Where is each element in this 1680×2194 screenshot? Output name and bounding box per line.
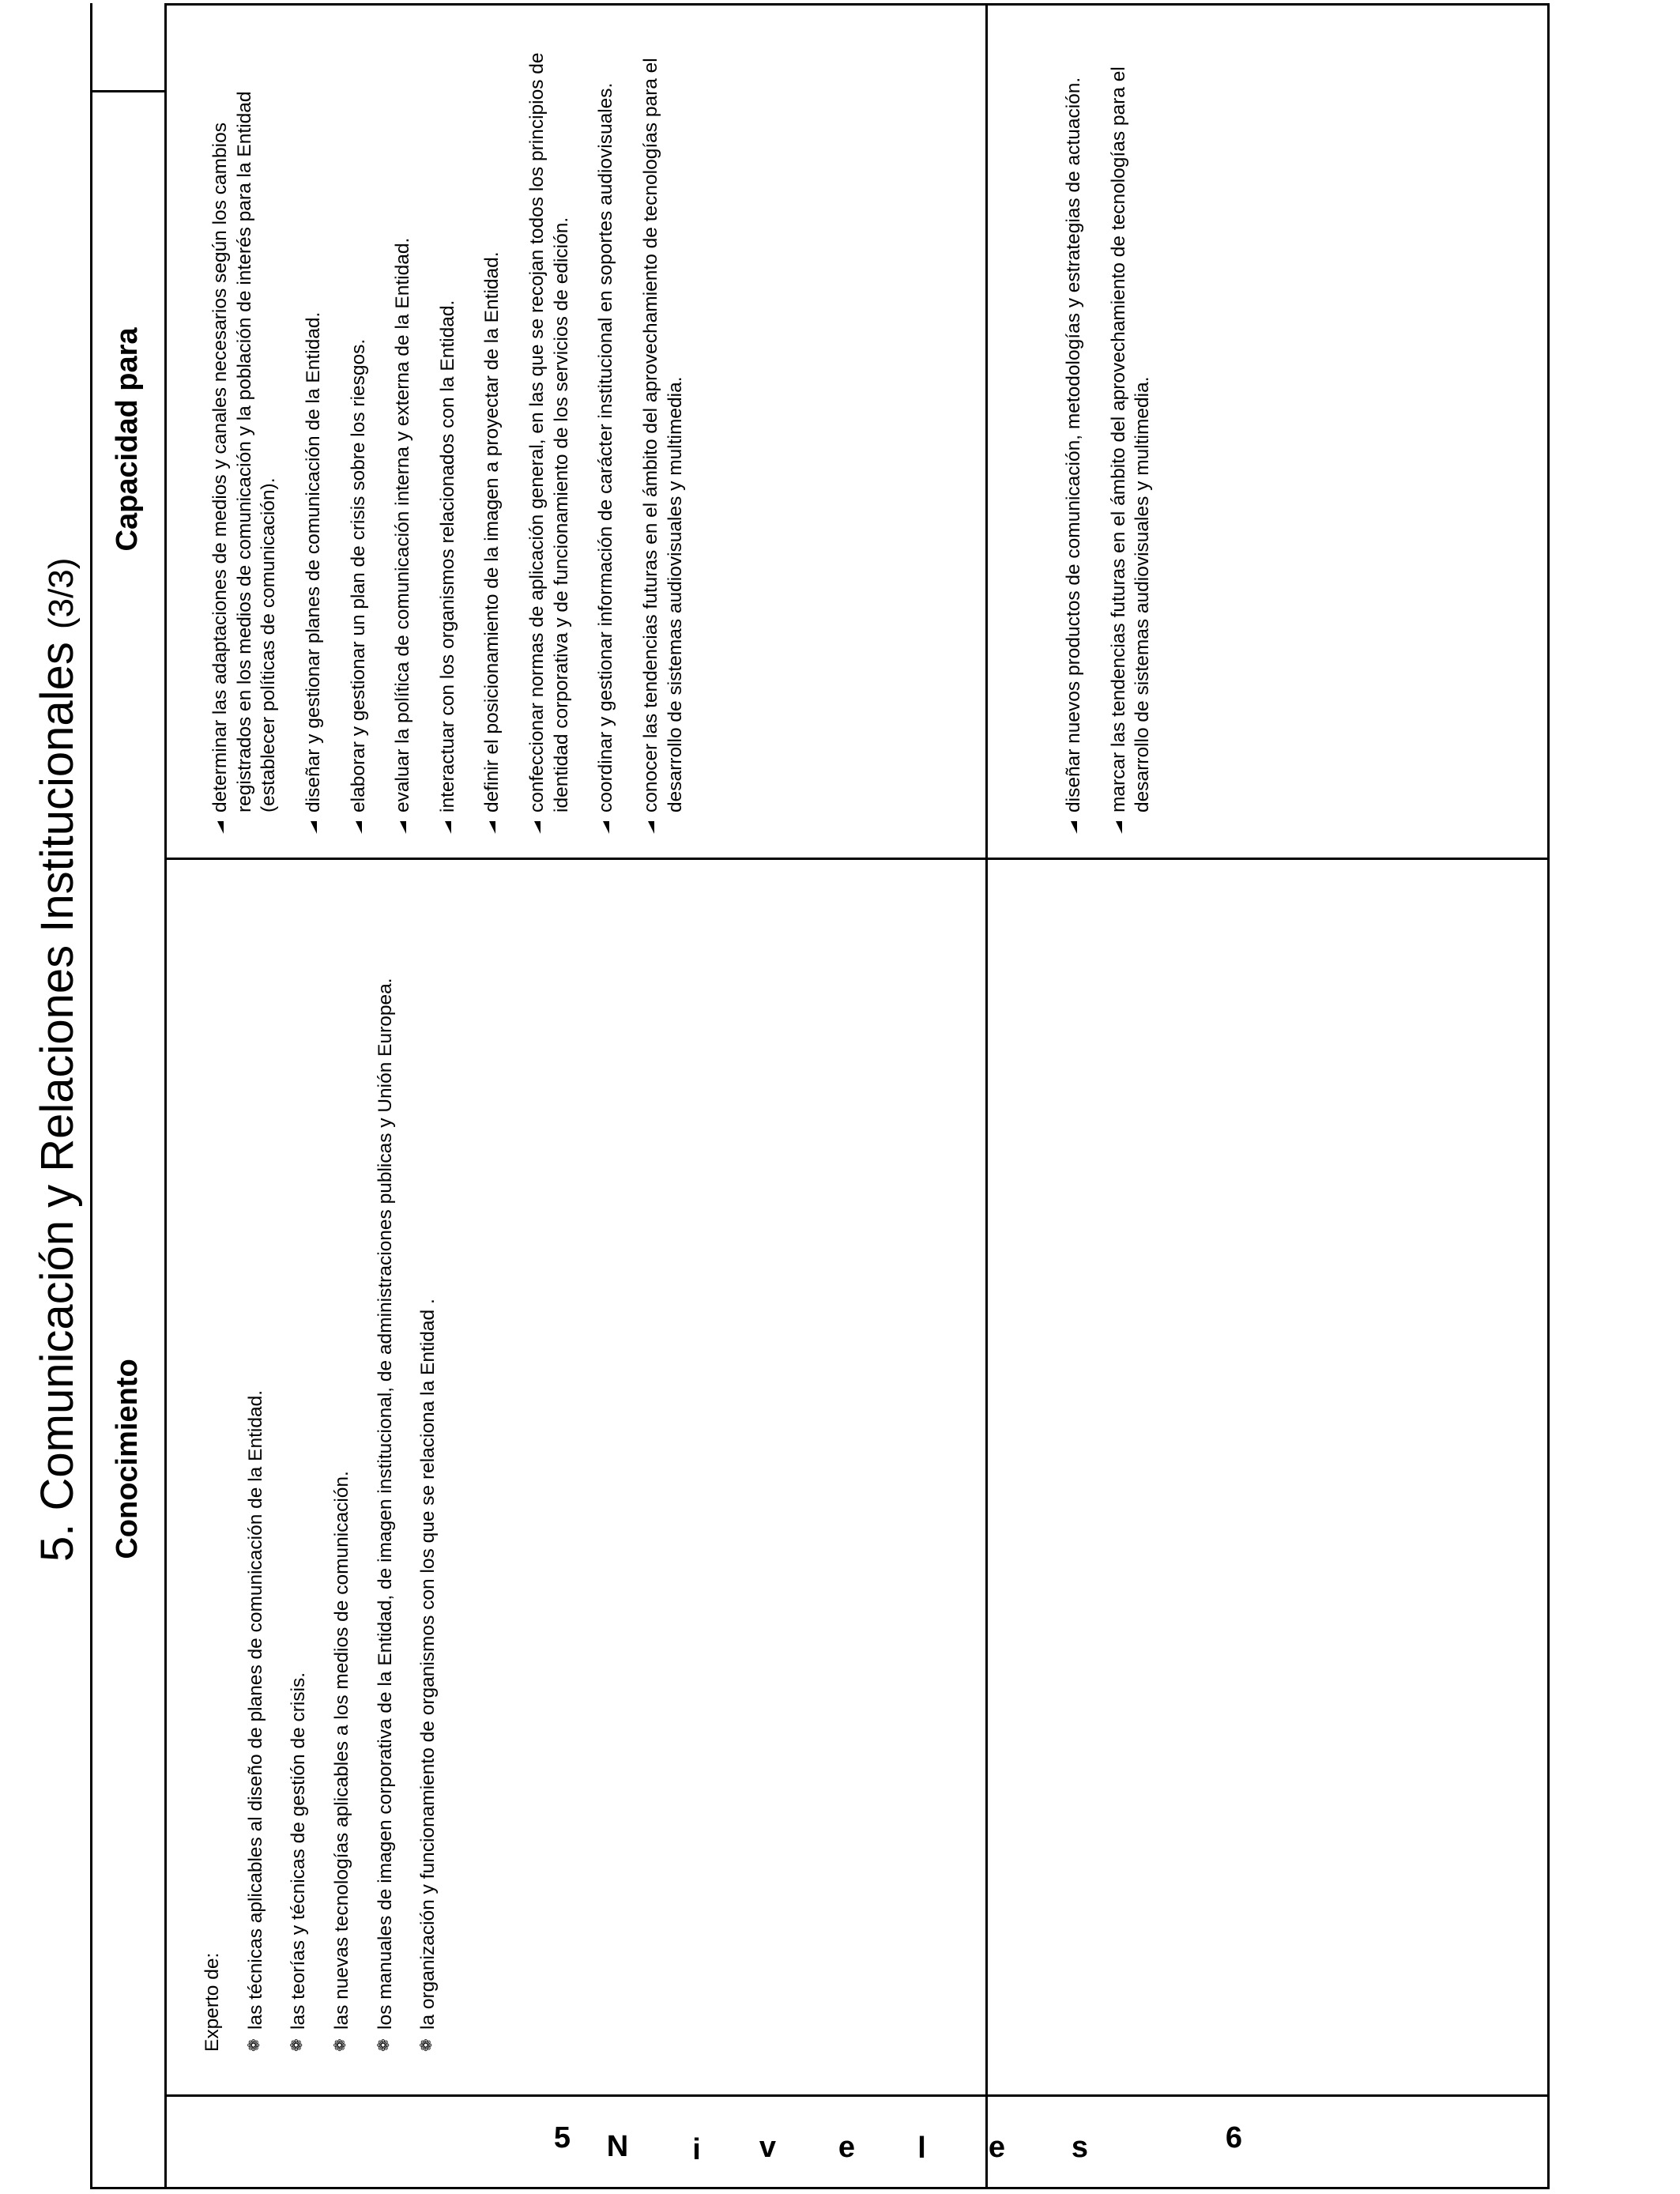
header-row-divider [164, 3, 167, 2189]
bullet-icon: ❁ [375, 2038, 393, 2052]
side-letter: N [606, 2129, 629, 2163]
arrow-bullet-icon [488, 820, 496, 835]
page-title-main: 5. Comunicación y Relaciones Institucionales [32, 642, 83, 1562]
list-item: marcar las tendencias futuras en el ámbito del aprovechamiento de tecnologías para el desarrollo de sistemas audiovisuales y multimedia. [1107, 28, 1155, 835]
list-item: ❁ los manuales de imagen corporativa de la Entidad, de imagen institucional, de administraciones publicas y Unión Europea. [374, 978, 396, 2052]
list-item: ❁ las técnicas aplicables al diseño de planes de comunicación de la Entidad. [244, 1389, 266, 2052]
arrow-bullet-icon [646, 820, 655, 835]
side-letter: l [917, 2132, 926, 2166]
list-item: diseñar y gestionar planes de comunicación de la Entidad. [302, 28, 326, 835]
arrow-bullet-icon [601, 820, 610, 835]
side-letter: e [988, 2130, 1006, 2164]
capacity-list [209, 28, 687, 835]
list-item: ❁ las teorías y técnicas de gestión de crisis. [288, 1672, 310, 2052]
column-divider [164, 858, 1550, 860]
arrow-bullet-icon [309, 820, 318, 835]
list-item: evaluar la política de comunicación interna y externa de la Entidad. [391, 28, 416, 835]
list-item: interactuar con los organismos relacionados con la Entidad. [436, 28, 461, 835]
arrow-bullet-icon [354, 820, 363, 835]
list-item: definir el posicionamiento de la imagen a proyectar de la Entidad. [480, 28, 505, 835]
list-item: diseñar nuevos productos de comunicación, metodologías y estrategias de actuación. [1062, 28, 1087, 835]
table-border-bottom [1547, 3, 1550, 2189]
table-border-right [164, 3, 1550, 6]
side-letter: e [838, 2130, 856, 2164]
knowledge-list [244, 898, 441, 2052]
row-divider [985, 3, 988, 2189]
arrow-bullet-icon [1114, 820, 1123, 835]
list-item: ❁ las nuevas tecnologías aplicables a los medios de comunicación. [330, 1471, 352, 2052]
arrow-bullet-icon [533, 820, 541, 835]
bullet-icon: ❁ [245, 2038, 263, 2052]
side-letter: i [692, 2133, 701, 2167]
page-title [32, 557, 83, 1562]
list-item: elaborar y gestionar un plan de crisis sobre los riesgos. [347, 28, 371, 835]
list-item: coordinar y gestionar información de carácter institucional en soportes audiovisuales. [594, 28, 619, 835]
bullet-icon: ❁ [288, 2038, 307, 2052]
list-item: ❁ la organización y funcionamiento de organismos con los que se relaciona la Entidad . [417, 1299, 439, 2052]
bullet-icon: ❁ [418, 2038, 436, 2052]
arrow-bullet-icon [398, 820, 407, 835]
side-letter: s [1071, 2130, 1089, 2164]
header-capacity: Capacidad para [111, 327, 144, 552]
level5-capacity-cell [209, 28, 708, 835]
header-knowledge: Conocimiento [111, 1359, 144, 1559]
list-item: confeccionar normas de aplicación general, en las que se recojan todos los principios de identidad corporativa y de funcionamiento de los servicios de edición. [525, 28, 574, 835]
list-item: conocer las tendencias futuras en el ámbito del aprovechamiento de tecnologías para el desarrollo de sistemas audiovisuales y multimedia. [639, 28, 687, 835]
level-number-6: 6 [1225, 2120, 1243, 2154]
bullet-icon: ❁ [331, 2038, 349, 2052]
knowledge-intro: Experto de: [202, 1952, 223, 2052]
side-letter: v [759, 2130, 777, 2164]
level5-knowledge-cell [201, 898, 441, 2052]
list-item: determinar las adaptaciones de medios y canales necesarios según los cambios registrados en los medios de comunicación y la población de interés para la Entidad (establecer políticas de comunicación). [209, 28, 281, 835]
arrow-bullet-icon [1069, 820, 1078, 835]
capacity-list [1062, 28, 1155, 835]
level-number-5: 5 [553, 2120, 571, 2154]
table-border-top [90, 3, 92, 2189]
outer-line-right-top [90, 90, 164, 92]
arrow-bullet-icon [216, 820, 224, 835]
side-label-niveles [601, 2097, 1130, 2189]
level6-capacity-cell [1062, 28, 1176, 835]
page-title-sub: (3/3) [42, 557, 81, 630]
arrow-bullet-icon [443, 820, 452, 835]
